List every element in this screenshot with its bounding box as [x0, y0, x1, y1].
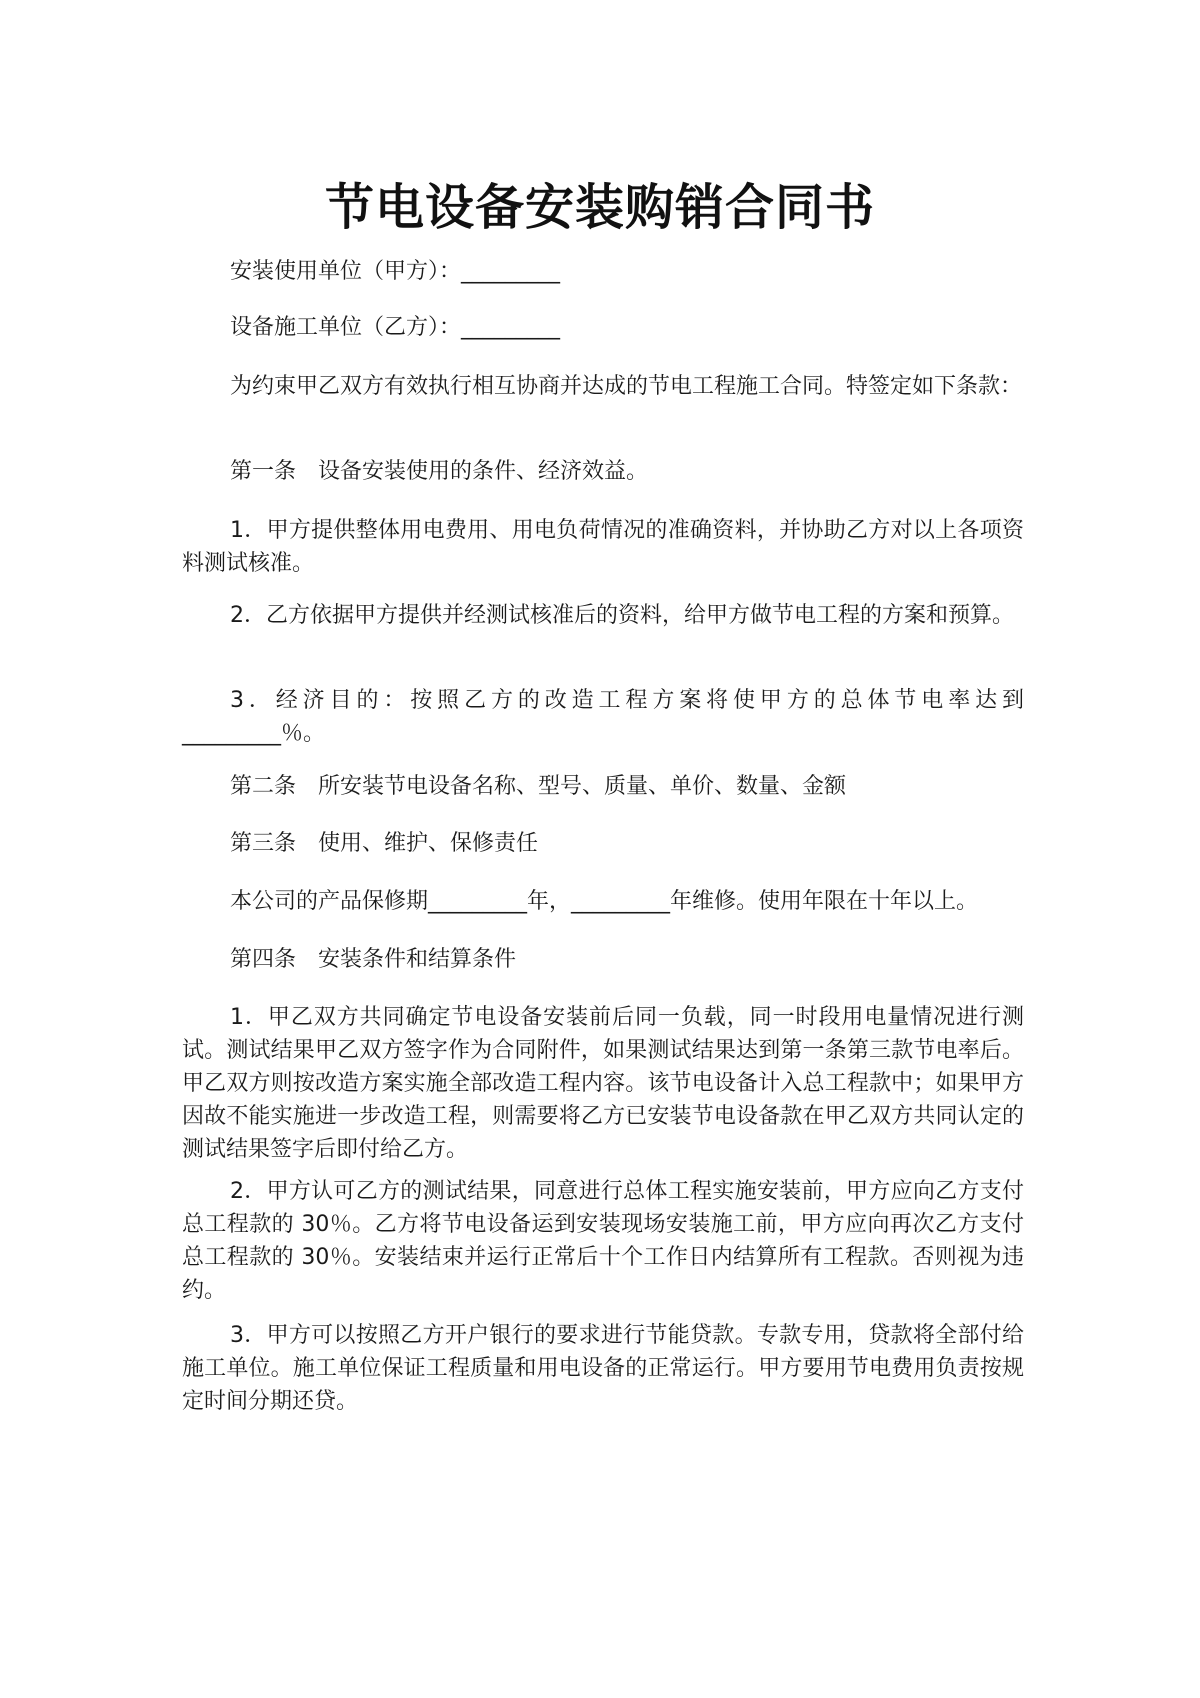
article-4-clause-2: 2．甲方认可乙方的测试结果，同意进行总体工程实施安装前，甲方应向乙方支付总工程款的 30％。乙方将节电设备运到安装现场安装施工前，甲方应向再次乙方支付总工程款的 30％。安装结束并运行正常后十个工作日内结算所有工程款。否则视为违约。 [182, 1179, 1024, 1303]
article-4-clause-3: 3．甲方可以按照乙方开户银行的要求进行节能贷款。专款专用，贷款将全部付给施工单位。施工单位保证工程质量和用电设备的正常运行。甲方要用节电费用负责按规定时间分期还贷。 [182, 1323, 1024, 1414]
article-1-clause-3: 3．经济目的：按照乙方的改造工程方案将使甲方的总体节电率达到_________％。 [182, 688, 1024, 746]
warranty-paragraph: 本公司的产品保修期_________年，_________年维修。使用年限在十年以上。 [230, 889, 979, 914]
article-2-heading: 第二条 所安装节电设备名称、型号、质量、单价、数量、金额 [230, 774, 847, 799]
preamble-paragraph: 为约束甲乙双方有效执行相互协商并达成的节电工程施工合同。特签定如下条款： [230, 374, 1023, 399]
party-b-line: 设备施工单位（乙方）：_________ [230, 315, 561, 340]
article-1-heading: 第一条 设备安装使用的条件、经济效益。 [230, 459, 649, 484]
article-4-clause-1: 1．甲乙双方共同确定节电设备安装前后同一负载，同一时段用电量情况进行测试。测试结果甲乙双方签字作为合同附件，如果测试结果达到第一条第三款节电率后。甲乙双方则按改造方案实施全部改造工程内容。该节电设备计入总工程款中；如果甲方因故不能实施进一步改造工程，则需要将乙方已安装节电设备款在甲乙双方共同认定的测试结果签字后即付给乙方。 [182, 1005, 1024, 1162]
article-3-heading: 第三条 使用、维护、保修责任 [230, 831, 539, 856]
party-a-line: 安装使用单位（甲方）：_________ [230, 259, 561, 284]
article-1-clause-1: 1．甲方提供整体用电费用、用电负荷情况的准确资料，并协助乙方对以上各项资料测试核准。 [182, 518, 1024, 576]
article-1-clause-2: 2．乙方依据甲方提供并经测试核准后的资料，给甲方做节电工程的方案和预算。 [230, 603, 1014, 628]
document-title: 节电设备安装购销合同书 [324, 179, 875, 236]
article-4-heading: 第四条 安装条件和结算条件 [230, 947, 517, 972]
